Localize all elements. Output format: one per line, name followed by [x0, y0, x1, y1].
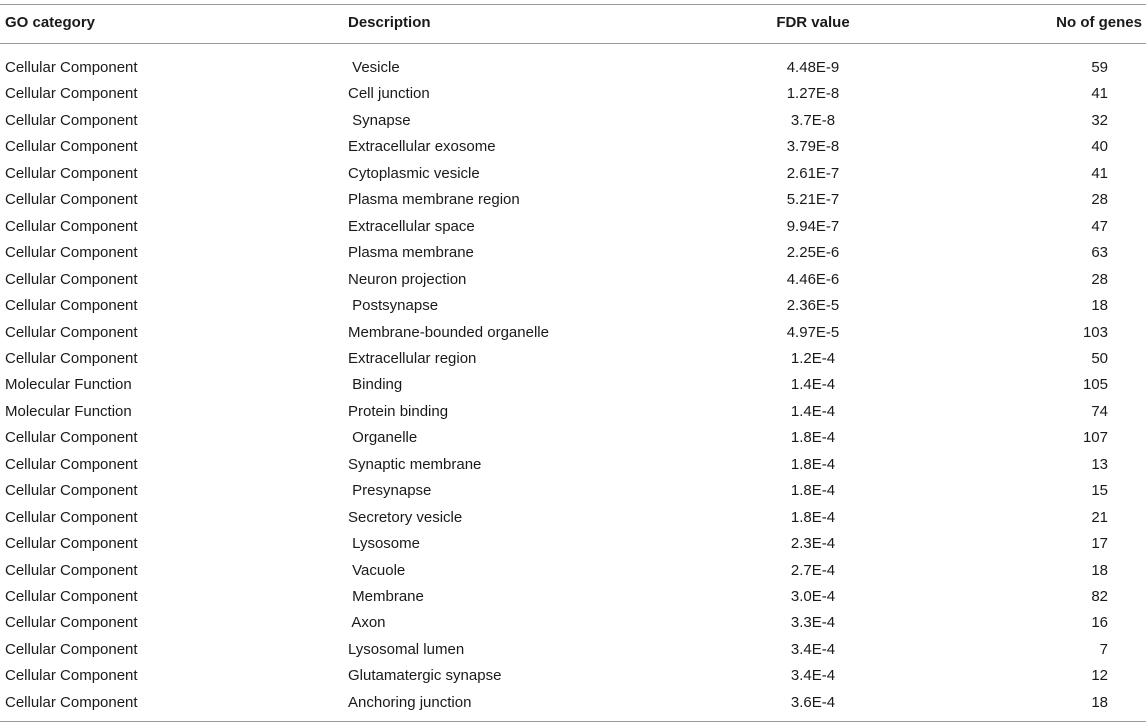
cell-description: Extracellular exosome [348, 138, 496, 156]
cell-description: Membrane [348, 588, 424, 605]
cell-description: Presynapse [348, 482, 432, 500]
table-row [0, 165, 1146, 185]
cell-fdr-value: 3.79E-8 [786, 138, 840, 156]
table-row [0, 694, 1146, 714]
cell-fdr-value: 2.7E-4 [790, 561, 836, 579]
cell-fdr-value: 3.7E-8 [790, 111, 836, 129]
cell-description: Axon [348, 614, 386, 632]
cell-go-category: Cellular Component [5, 349, 138, 367]
cell-go-category: Cellular Component [5, 561, 138, 579]
cell-no-of-genes: 40 [1091, 138, 1108, 156]
table-row [0, 59, 1146, 79]
cell-go-category: Cellular Component [5, 482, 138, 500]
cell-description: Cytoplasmic vesicle [348, 164, 480, 182]
table-row [0, 429, 1146, 449]
cell-fdr-value: 2.25E-6 [786, 244, 840, 262]
cell-no-of-genes: 59 [1091, 59, 1108, 76]
cell-go-category: Cellular Component [5, 191, 138, 209]
cell-description: Lysosome [348, 535, 420, 553]
table-row [0, 85, 1146, 105]
cell-fdr-value: 1.4E-4 [790, 376, 836, 394]
cell-fdr-value: 4.48E-9 [786, 59, 840, 76]
cell-go-category: Cellular Component [5, 614, 138, 632]
cell-fdr-value: 3.4E-4 [790, 667, 836, 685]
cell-go-category: Molecular Function [5, 376, 132, 394]
cell-no-of-genes: 15 [1091, 482, 1108, 500]
table-row [0, 112, 1146, 132]
cell-go-category: Cellular Component [5, 59, 138, 76]
header-description: Description [348, 14, 431, 31]
table-row [0, 271, 1146, 291]
cell-go-category: Cellular Component [5, 588, 138, 605]
table-row [0, 482, 1146, 502]
cell-fdr-value: 3.0E-4 [790, 588, 836, 605]
cell-go-category: Cellular Component [5, 244, 138, 262]
table-row [0, 191, 1146, 211]
cell-go-category: Cellular Component [5, 429, 138, 447]
cell-no-of-genes: 107 [1082, 429, 1108, 447]
table-row [0, 614, 1146, 634]
cell-no-of-genes: 18 [1091, 561, 1108, 579]
cell-fdr-value: 5.21E-7 [786, 191, 840, 209]
table-row [0, 350, 1146, 370]
cell-fdr-value: 9.94E-7 [786, 217, 840, 235]
cell-go-category: Cellular Component [5, 323, 138, 341]
table-row [0, 138, 1146, 158]
cell-no-of-genes: 41 [1091, 85, 1108, 103]
cell-description: Glutamatergic synapse [348, 667, 502, 685]
table-row [0, 244, 1146, 264]
cell-description: Binding [348, 376, 403, 394]
cell-description: Neuron projection [348, 270, 467, 288]
cell-fdr-value: 2.61E-7 [786, 164, 840, 182]
cell-go-category: Cellular Component [5, 640, 138, 658]
cell-no-of-genes: 28 [1091, 191, 1108, 209]
cell-fdr-value: 4.46E-6 [786, 270, 840, 288]
cell-description: Plasma membrane region [348, 191, 520, 209]
header-go-category: GO category [5, 14, 96, 31]
table-header-rule [0, 43, 1146, 44]
table-row [0, 218, 1146, 238]
cell-description: Lysosomal lumen [348, 640, 465, 658]
cell-fdr-value: 1.8E-4 [790, 482, 836, 500]
cell-no-of-genes: 12 [1091, 667, 1108, 685]
cell-go-category: Cellular Component [5, 535, 138, 553]
cell-no-of-genes: 18 [1091, 297, 1108, 315]
cell-go-category: Cellular Component [5, 164, 138, 182]
cell-no-of-genes: 103 [1082, 323, 1108, 341]
cell-fdr-value: 3.6E-4 [790, 693, 836, 711]
cell-go-category: Molecular Function [5, 402, 132, 420]
cell-description: Postsynapse [348, 297, 439, 315]
table-row [0, 535, 1146, 555]
table-row [0, 588, 1146, 608]
cell-no-of-genes: 16 [1091, 614, 1108, 632]
table-row [0, 641, 1146, 661]
cell-no-of-genes: 13 [1091, 455, 1108, 473]
cell-go-category: Cellular Component [5, 270, 138, 288]
cell-description: Secretory vesicle [348, 508, 463, 526]
cell-fdr-value: 3.4E-4 [790, 640, 836, 658]
cell-go-category: Cellular Component [5, 693, 138, 711]
table-bottom-rule [0, 721, 1146, 722]
cell-description: Vesicle [348, 59, 400, 76]
cell-fdr-value: 4.97E-5 [786, 323, 840, 341]
cell-no-of-genes: 7 [1099, 640, 1108, 658]
cell-description: Membrane-bounded organelle [348, 323, 549, 341]
table-row [0, 456, 1146, 476]
cell-no-of-genes: 28 [1091, 270, 1108, 288]
cell-description: Anchoring junction [348, 693, 472, 711]
cell-description: Extracellular space [348, 217, 475, 235]
cell-description: Protein binding [348, 402, 449, 420]
cell-go-category: Cellular Component [5, 667, 138, 685]
cell-description: Organelle [348, 429, 418, 447]
cell-no-of-genes: 63 [1091, 244, 1108, 262]
cell-description: Vacuole [348, 561, 406, 579]
cell-fdr-value: 1.8E-4 [790, 455, 836, 473]
header-no-of-genes: No of genes [1056, 14, 1142, 31]
table-row [0, 324, 1146, 344]
cell-no-of-genes: 74 [1091, 402, 1108, 420]
table-row [0, 297, 1146, 317]
cell-fdr-value: 3.3E-4 [790, 614, 836, 632]
cell-go-category: Cellular Component [5, 138, 138, 156]
table-row [0, 376, 1146, 396]
cell-fdr-value: 1.2E-4 [790, 349, 836, 367]
cell-fdr-value: 2.36E-5 [786, 297, 840, 315]
cell-fdr-value: 1.8E-4 [790, 508, 836, 526]
cell-go-category: Cellular Component [5, 217, 138, 235]
cell-no-of-genes: 41 [1091, 164, 1108, 182]
cell-fdr-value: 1.27E-8 [786, 85, 840, 103]
cell-no-of-genes: 18 [1091, 693, 1108, 711]
cell-go-category: Cellular Component [5, 85, 138, 103]
header-fdr-value: FDR value [776, 14, 850, 31]
cell-no-of-genes: 105 [1082, 376, 1108, 394]
cell-description: Cell junction [348, 85, 430, 103]
table-row [0, 667, 1146, 687]
table-row [0, 562, 1146, 582]
cell-description: Plasma membrane [348, 244, 474, 262]
table-header-row [0, 14, 1146, 34]
table-row [0, 403, 1146, 423]
table-row [0, 509, 1146, 529]
cell-description: Extracellular region [348, 349, 477, 367]
cell-no-of-genes: 47 [1091, 217, 1108, 235]
cell-description: Synaptic membrane [348, 455, 482, 473]
cell-fdr-value: 1.8E-4 [790, 429, 836, 447]
cell-no-of-genes: 32 [1091, 111, 1108, 129]
cell-go-category: Cellular Component [5, 111, 138, 129]
cell-description: Synapse [348, 111, 411, 129]
cell-no-of-genes: 82 [1091, 588, 1108, 605]
cell-fdr-value: 2.3E-4 [790, 535, 836, 553]
cell-go-category: Cellular Component [5, 297, 138, 315]
table-top-rule [0, 4, 1146, 5]
cell-go-category: Cellular Component [5, 508, 138, 526]
cell-no-of-genes: 21 [1091, 508, 1108, 526]
cell-no-of-genes: 50 [1091, 349, 1108, 367]
cell-no-of-genes: 17 [1091, 535, 1108, 553]
cell-go-category: Cellular Component [5, 455, 138, 473]
cell-fdr-value: 1.4E-4 [790, 402, 836, 420]
